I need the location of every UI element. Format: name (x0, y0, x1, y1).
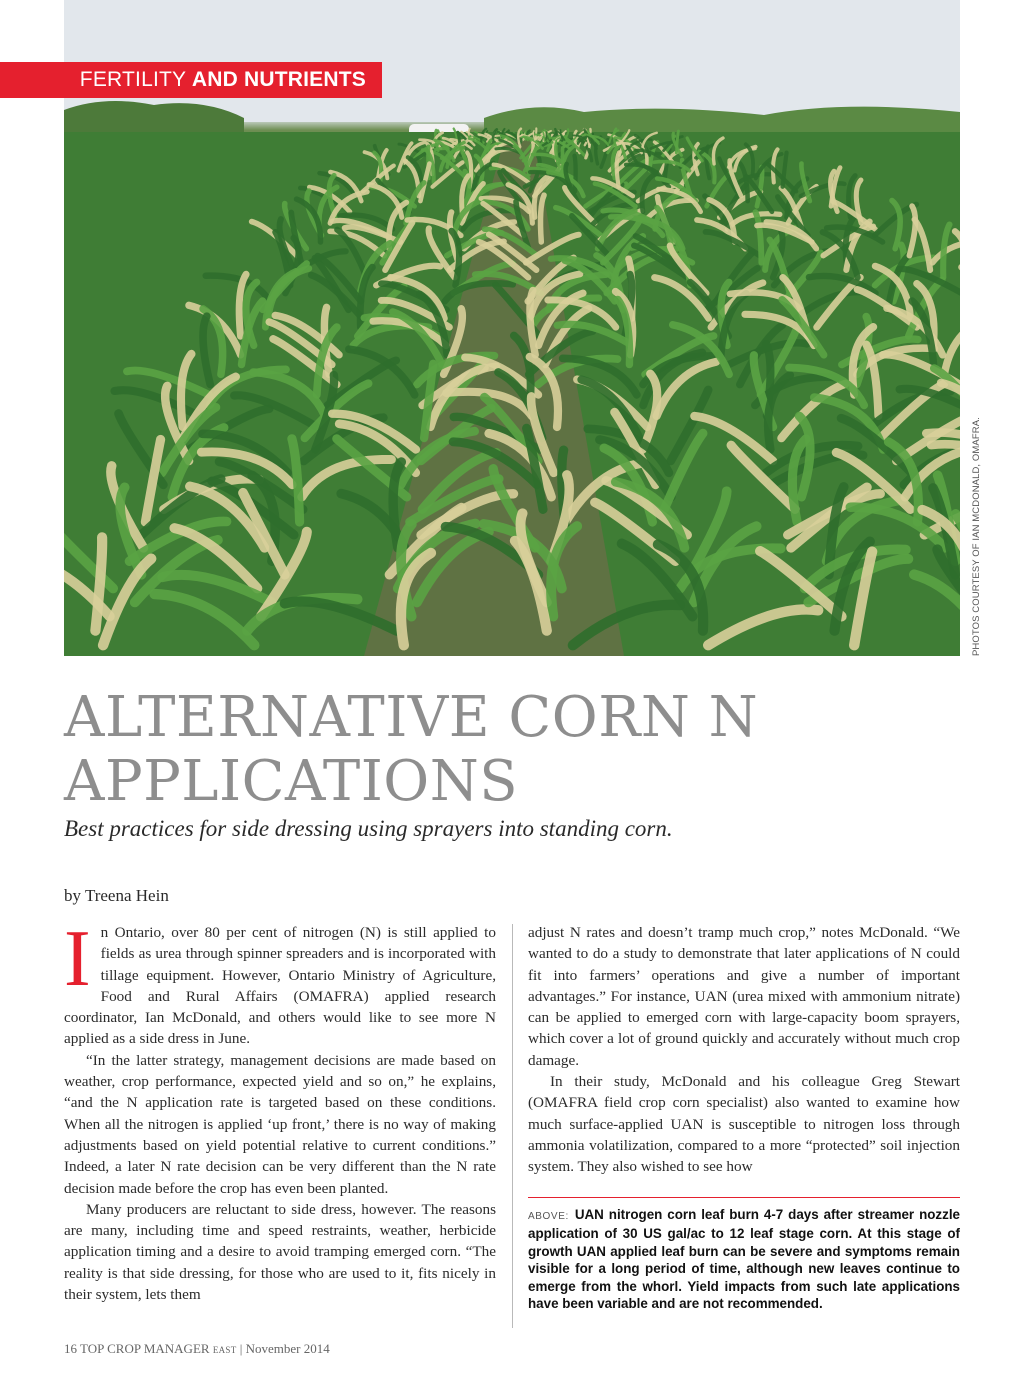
sky (64, 0, 960, 122)
footer-separator: | (239, 1341, 243, 1356)
paragraph: In their study, McDonald and his colleague Greg Stewart (OMAFRA field crop corn specialist) also wanted to examine how much surface-applied UAN is susceptible to nitrogen loss through ammonia volatilization, compared to a more “protected” soil injection system. They also wished to see how (528, 1073, 960, 1176)
corn-field-illustration (64, 0, 960, 656)
photo-caption (528, 1206, 960, 1312)
section-label (0, 62, 382, 98)
paragraph: Many producers are reluctant to side dress, however. The reasons are many, including time and speed restraints, weather, herbicide application timing and a desire to avoid tramping emerged corn. “The reality is that side dressing, for those who are used to it, fits nicely in their system, lets them (64, 1200, 496, 1304)
caption-divider (528, 1197, 960, 1198)
paragraph-text: n Ontario, over 80 per cent of nitrogen (N) is still applied to fields as urea through spinner spreaders and is incorporated with tillage equipment. However, Ontario Ministry of Agriculture, Food and Rural Affairs (OMAFRA) applied research coordinator, Ian McDonald, and others would like to see more N applied as a side dress in June. (64, 924, 496, 1048)
section-label-bold: AND NUTRIENTS (191, 68, 366, 91)
caption-label: ABOVE: (528, 1211, 569, 1222)
byline: by Treena Hein (64, 886, 169, 905)
caption-text: UAN nitrogen corn leaf burn 4-7 days after streamer nozzle application of 30 US gal/ac to 12 leaf stage corn. At this stage of growth UAN applied leaf burn can be severe and symptoms remain visible for a long period of time, although new leaves continue to emerge from the whorl. Yield impacts from such late applications have been variable and are not recommended. (528, 1207, 960, 1312)
article-subtitle: Best practices for side dressing using sprayers into standing corn. (64, 816, 673, 841)
column-right (528, 922, 960, 1178)
paragraph (64, 915, 496, 1050)
issue-date: November 2014 (245, 1341, 330, 1356)
magazine-name: TOP CROP MANAGER (80, 1341, 210, 1356)
column-divider (512, 924, 513, 1328)
paragraph: “In the latter strategy, management decisions are made based on weather, crop performance, expected yield and so on,” he explains, “and the N application rate is targeted based on these conditions. When all the nitrogen is applied ‘up front,’ there is no way of making adjustments based on yield potential relative to current conditions.” Indeed, a later N rate decision can be very different than the N rate decision made before the crop has even been planted. (64, 1051, 496, 1197)
photo-credit: PHOTOS COURTESY OF IAN MCDONALD, OMAFRA. (971, 417, 982, 656)
column-left (64, 915, 496, 1305)
section-label-light: FERTILITY (79, 68, 192, 91)
article-title: ALTERNATIVE CORN N APPLICATIONS (64, 685, 759, 814)
hero-photo (64, 0, 960, 656)
page-footer (64, 1341, 330, 1357)
magazine-edition: EAST (212, 1345, 237, 1355)
page-number: 16 (64, 1341, 77, 1356)
paragraph: adjust N rates and doesn’t tramp much crop,” notes McDonald. “We wanted to do a study to demonstrate that later applications of N could fit into farmers’ operations and give a number of important advantages.” For instance, UAN (urea mixed with ammonium nitrate) can be applied to emerged corn with large-capacity boom sprayers, which cover a lot of ground quickly and accurately without much crop damage. (528, 924, 960, 1069)
corn-leaf (617, 152, 619, 186)
drop-cap: I (64, 915, 91, 1003)
